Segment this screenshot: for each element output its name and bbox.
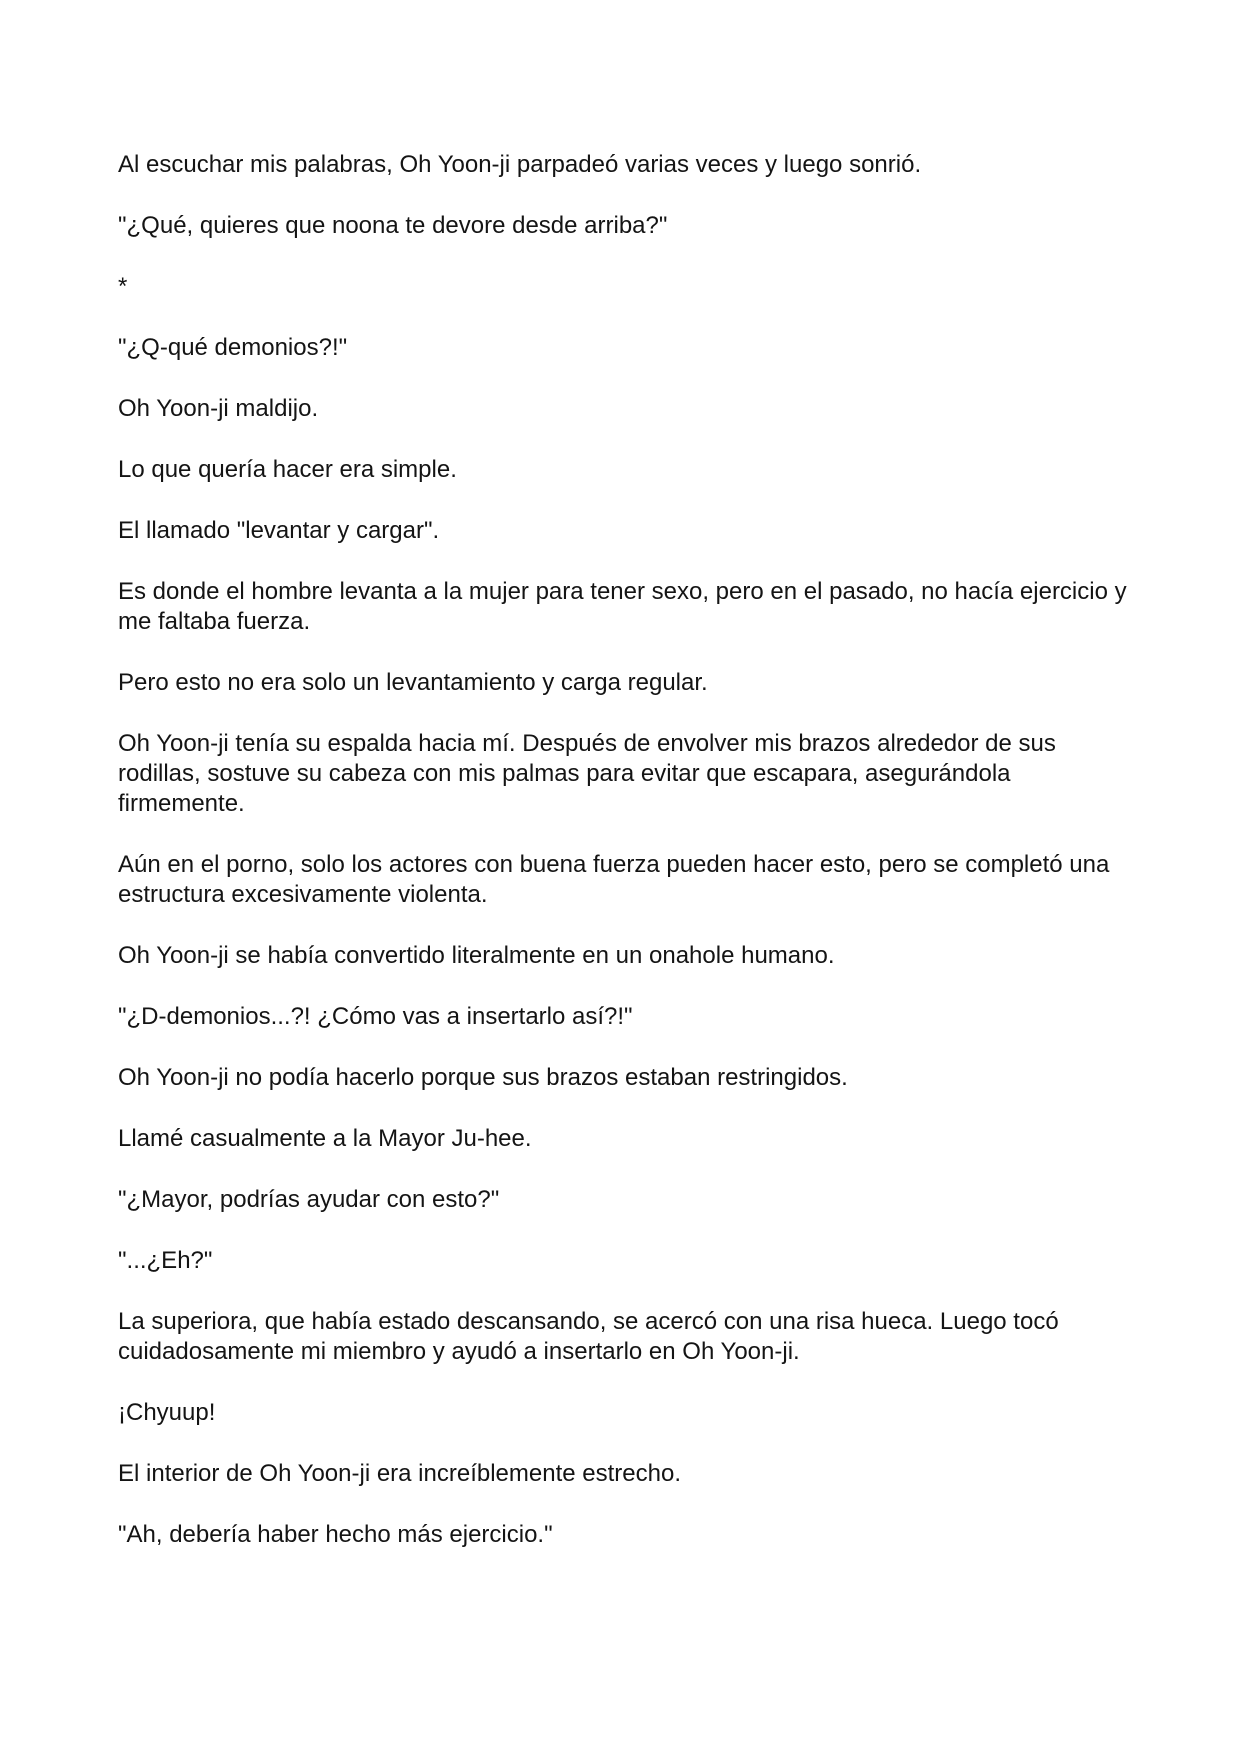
- paragraph: Pero esto no era solo un levantamiento y carga regular.: [118, 669, 708, 696]
- paragraph: Oh Yoon-ji no podía hacerlo porque sus brazos estaban restringidos.: [118, 1064, 848, 1091]
- paragraph: "Ah, debería haber hecho más ejercicio.": [118, 1521, 553, 1548]
- paragraph: Oh Yoon-ji se había convertido literalmente en un onahole humano.: [118, 942, 835, 969]
- paragraph: Es donde el hombre levanta a la mujer para tener sexo, pero en el pasado, no hacía ejercicio y me faltaba fuerza.: [118, 578, 1127, 635]
- paragraph: "¿D-demonios...?! ¿Cómo vas a insertarlo así?!": [118, 1003, 633, 1030]
- paragraph: Lo que quería hacer era simple.: [118, 456, 457, 483]
- paragraph: La superiora, que había estado descansando, se acercó con una risa hueca. Luego tocó cuidadosamente mi miembro y ayudó a insertarlo en Oh Yoon-ji.: [118, 1308, 1059, 1365]
- paragraph: "¿Q-qué demonios?!": [118, 334, 348, 361]
- paragraph: El llamado "levantar y cargar".: [118, 517, 440, 544]
- paragraph: Oh Yoon-ji maldijo.: [118, 395, 319, 422]
- paragraph: "...¿Eh?": [118, 1247, 213, 1274]
- paragraph: Aún en el porno, solo los actores con buena fuerza pueden hacer esto, pero se completó una estructura excesivamente violenta.: [118, 851, 1110, 908]
- paragraph: El interior de Oh Yoon-ji era increíblemente estrecho.: [118, 1460, 681, 1487]
- paragraph: Llamé casualmente a la Mayor Ju-hee.: [118, 1125, 532, 1152]
- paragraph: "¿Mayor, podrías ayudar con esto?": [118, 1186, 500, 1213]
- document-body: [118, 150, 1138, 1581]
- paragraph: "¿Qué, quieres que noona te devore desde arriba?": [118, 212, 668, 239]
- paragraph: ¡Chyuup!: [118, 1399, 216, 1426]
- paragraph: Oh Yoon-ji tenía su espalda hacia mí. Después de envolver mis brazos alrededor de sus rodillas, sostuve su cabeza con mis palmas para evitar que escapara, asegurándola firmemente.: [118, 730, 1056, 817]
- paragraph: Al escuchar mis palabras, Oh Yoon-ji parpadeó varias veces y luego sonrió.: [118, 151, 922, 178]
- section-separator: *: [118, 273, 128, 300]
